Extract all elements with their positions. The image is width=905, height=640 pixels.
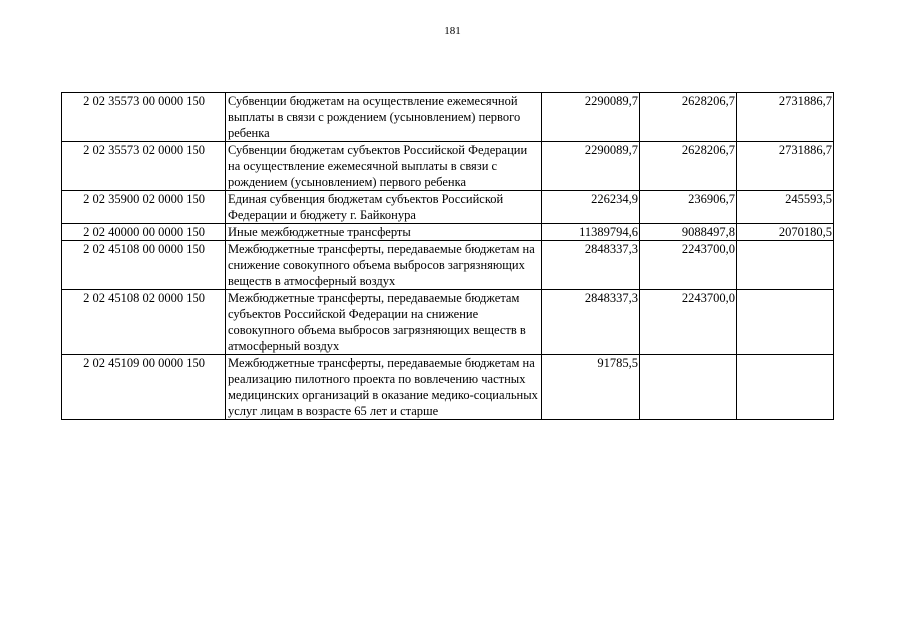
- row-code: 2 02 45108 00 0000 150: [62, 241, 226, 290]
- row-value-1: 2290089,7: [542, 142, 640, 191]
- row-value-2: 2243700,0: [640, 241, 737, 290]
- page-number: 181: [444, 25, 461, 37]
- row-value-2: 2628206,7: [640, 93, 737, 142]
- row-name: Субвенции бюджетам на осуществление ежемесячной выплаты в связи с рождением (усыновлением) первого ребенка: [226, 93, 542, 142]
- row-name: Иные межбюджетные трансферты: [226, 224, 542, 241]
- row-code: 2 02 45108 02 0000 150: [62, 290, 226, 355]
- table-row: [62, 355, 834, 420]
- row-value-2: 2243700,0: [640, 290, 737, 355]
- row-value-1: 2848337,3: [542, 241, 640, 290]
- row-value-3: 2731886,7: [737, 93, 834, 142]
- row-name: Межбюджетные трансферты, передаваемые бюджетам на снижение совокупного объема выбросов загрязняющих веществ в атмосферный воздух: [226, 241, 542, 290]
- budget-revenue-table: [61, 92, 834, 420]
- table-row: [62, 142, 834, 191]
- row-code: 2 02 35573 00 0000 150: [62, 93, 226, 142]
- row-code: 2 02 40000 00 0000 150: [62, 224, 226, 241]
- table-row: [62, 241, 834, 290]
- row-value-1: 91785,5: [542, 355, 640, 420]
- row-name: Межбюджетные трансферты, передаваемые бюджетам на реализацию пилотного проекта по вовлечению частных медицинских организаций в оказание медико-социальных услуг лицам в возрасте 65 лет и старше: [226, 355, 542, 420]
- row-name: Единая субвенция бюджетам субъектов Российской Федерации и бюджету г. Байконура: [226, 191, 542, 224]
- row-name: Межбюджетные трансферты, передаваемые бюджетам субъектов Российской Федерации на снижение совокупного объема выбросов загрязняющих веществ в атмосферный воздух: [226, 290, 542, 355]
- table-row: [62, 93, 834, 142]
- row-value-3: 2070180,5: [737, 224, 834, 241]
- table-row: [62, 224, 834, 241]
- row-value-3: [737, 241, 834, 290]
- row-value-2: [640, 355, 737, 420]
- row-value-2: 9088497,8: [640, 224, 737, 241]
- row-value-3: [737, 355, 834, 420]
- row-value-3: 2731886,7: [737, 142, 834, 191]
- row-value-1: 2290089,7: [542, 93, 640, 142]
- row-value-3: 245593,5: [737, 191, 834, 224]
- row-code: 2 02 35573 02 0000 150: [62, 142, 226, 191]
- table-row: [62, 191, 834, 224]
- row-value-1: 11389794,6: [542, 224, 640, 241]
- row-value-1: 226234,9: [542, 191, 640, 224]
- row-name: Субвенции бюджетам субъектов Российской Федерации на осуществление ежемесячной выплаты в связи с рождением (усыновлением) первого ребенка: [226, 142, 542, 191]
- row-code: 2 02 35900 02 0000 150: [62, 191, 226, 224]
- row-value-1: 2848337,3: [542, 290, 640, 355]
- row-value-2: 2628206,7: [640, 142, 737, 191]
- row-value-3: [737, 290, 834, 355]
- row-code: 2 02 45109 00 0000 150: [62, 355, 226, 420]
- row-value-2: 236906,7: [640, 191, 737, 224]
- table-row: [62, 290, 834, 355]
